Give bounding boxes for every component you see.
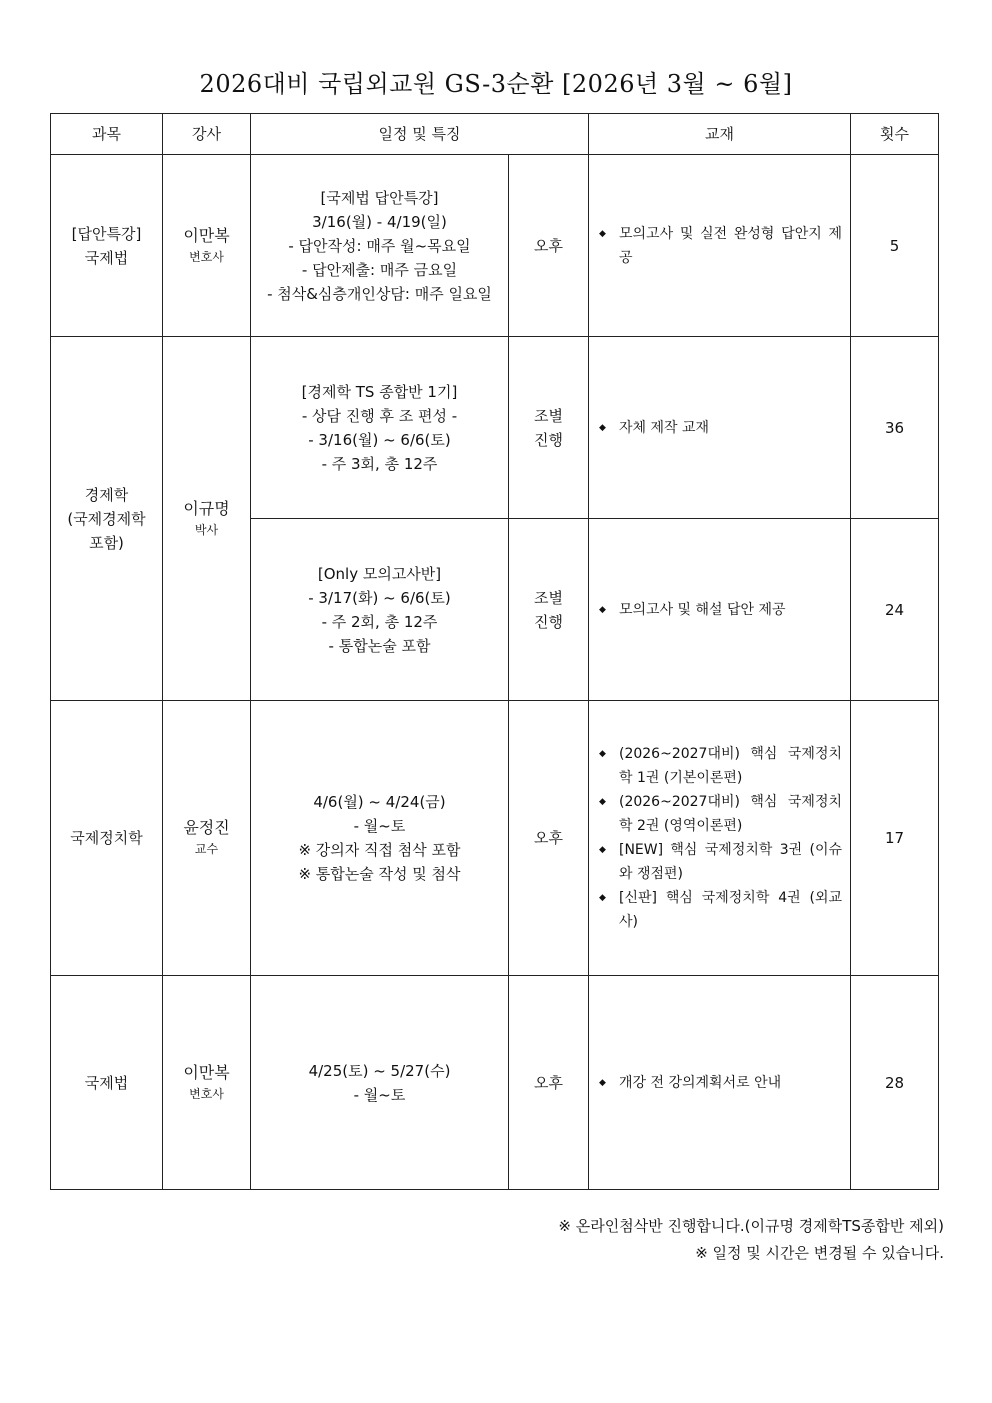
subject-cell	[51, 155, 163, 337]
schedule-cell	[251, 701, 509, 976]
subject-cell	[51, 337, 163, 701]
schedule-line: - 월~토	[353, 1085, 406, 1104]
footnotes	[558, 1213, 944, 1267]
time-line: 조별	[534, 406, 563, 425]
textbook-item: ◆ 모의고사 및 실전 완성형 답안지 제공	[599, 222, 842, 270]
schedule-cell	[251, 976, 509, 1190]
time-line: 진행	[534, 430, 563, 449]
teacher-title: 박사	[194, 522, 219, 537]
time-line: 조별	[534, 588, 563, 607]
subject-line: [답안특강]	[71, 224, 142, 243]
schedule-line: - 답안제출: 매주 금요일	[301, 260, 458, 279]
textbook-item: ◆ 모의고사 및 해설 답안 제공	[599, 598, 842, 622]
textbook-item: ◆ (2026~2027대비) 핵심 국제정치학 1권 (기본이론편)	[599, 742, 842, 790]
count-cell: 28	[851, 976, 939, 1190]
header-schedule: 일정 및 특징	[251, 114, 589, 155]
count-cell: 5	[851, 155, 939, 337]
subject-line: 국제정치학	[70, 829, 143, 847]
time-cell	[509, 155, 589, 337]
teacher-name: 이규명	[183, 498, 230, 518]
footnote: ※ 온라인첨삭반 진행합니다.(이규명 경제학TS종합반 제외)	[558, 1217, 944, 1235]
textbook-cell	[589, 155, 851, 337]
diamond-bullet-icon: ◆	[599, 749, 606, 759]
textbook-item: ◆ 자체 제작 교재	[599, 416, 842, 440]
subject-line: 경제학	[84, 485, 129, 504]
schedule-line: - 주 3회, 총 12주	[321, 454, 438, 473]
diamond-bullet-icon: ◆	[599, 893, 606, 903]
teacher-name: 윤정진	[183, 818, 230, 837]
header-teacher: 강사	[163, 114, 251, 155]
time-line: 진행	[534, 612, 563, 631]
diamond-bullet-icon: ◆	[599, 845, 606, 855]
schedule-line: ※ 통합논술 작성 및 첨삭	[298, 865, 461, 883]
diamond-bullet-icon: ◆	[599, 797, 606, 807]
time-cell	[509, 337, 589, 519]
schedule-line: - 통합논술 포함	[328, 636, 431, 655]
textbook-cell	[589, 976, 851, 1190]
textbook-item: ◆ [NEW] 핵심 국제정치학 3권 (이슈와 쟁점편)	[599, 838, 842, 886]
schedule-table	[50, 113, 939, 1190]
count-cell: 36	[851, 337, 939, 519]
textbook-item: ◆ [신판] 핵심 국제정치학 4권 (외교사)	[599, 886, 842, 934]
teacher-title: 변호사	[189, 249, 224, 264]
schedule-line: - 3/16(월) ~ 6/6(토)	[308, 430, 451, 449]
teacher-cell	[163, 976, 251, 1190]
teacher-name: 이만복	[183, 1062, 230, 1082]
table-row	[51, 701, 939, 976]
schedule-cell	[251, 337, 509, 519]
count-cell: 24	[851, 519, 939, 701]
textbook-cell	[589, 337, 851, 519]
subject-line: 국제법	[84, 1073, 129, 1092]
table-row	[51, 155, 939, 337]
schedule-line: - 첨삭&심층개인상담: 매주 일요일	[267, 284, 492, 303]
footnote: ※ 일정 및 시간은 변경될 수 있습니다.	[695, 1244, 944, 1262]
diamond-bullet-icon: ◆	[599, 228, 606, 239]
schedule-line: 4/6(월) ~ 4/24(금)	[313, 793, 446, 811]
schedule-line: ※ 강의자 직접 첨삭 포함	[298, 841, 461, 859]
time-cell	[509, 519, 589, 701]
teacher-title: 교수	[194, 842, 219, 856]
subject-cell	[51, 976, 163, 1190]
table-row	[51, 337, 939, 519]
schedule-line: 4/25(토) ~ 5/27(수)	[308, 1061, 451, 1080]
header-textbook: 교재	[589, 114, 851, 155]
diamond-bullet-icon: ◆	[599, 604, 606, 615]
header-count: 횟수	[851, 114, 939, 155]
textbook-item: ◆ 개강 전 강의계획서로 안내	[599, 1071, 842, 1095]
schedule-line: 3/16(월) - 4/19(일)	[312, 212, 447, 231]
teacher-cell	[163, 701, 251, 976]
teacher-name: 이만복	[183, 225, 230, 245]
teacher-title: 변호사	[189, 1086, 224, 1101]
subject-line: 포함)	[89, 533, 124, 552]
schedule-line: [국제법 답안특강]	[320, 188, 439, 207]
header-subject: 과목	[51, 114, 163, 155]
textbook-cell	[589, 701, 851, 976]
teacher-cell	[163, 337, 251, 701]
schedule-line: - 답안작성: 매주 월~목요일	[288, 236, 471, 255]
page-title: 2026대비 국립외교원 GS-3순환 [2026년 3월 ~ 6월]	[199, 70, 793, 98]
schedule-line: [경제학 TS 종합반 1기]	[301, 382, 458, 401]
schedule-line: - 주 2회, 총 12주	[321, 612, 438, 631]
table-row	[51, 976, 939, 1190]
time-line: 오후	[534, 829, 563, 847]
schedule-line: [Only 모의고사반]	[317, 564, 442, 583]
diamond-bullet-icon: ◆	[599, 422, 606, 433]
time-line: 오후	[534, 236, 563, 255]
diamond-bullet-icon: ◆	[599, 1077, 606, 1088]
textbook-cell	[589, 519, 851, 701]
schedule-line: - 월~토	[353, 817, 406, 835]
teacher-cell	[163, 155, 251, 337]
time-cell	[509, 701, 589, 976]
count-cell: 17	[851, 701, 939, 976]
time-line: 오후	[534, 1073, 563, 1092]
subject-cell	[51, 701, 163, 976]
time-cell	[509, 976, 589, 1190]
subject-line: 국제법	[84, 248, 129, 267]
schedule-cell	[251, 155, 509, 337]
table-header-row	[51, 114, 939, 155]
schedule-line: - 3/17(화) ~ 6/6(토)	[308, 588, 451, 607]
schedule-line: - 상담 진행 후 조 편성 -	[301, 406, 458, 425]
textbook-item: ◆ (2026~2027대비) 핵심 국제정치학 2권 (영역이론편)	[599, 790, 842, 838]
schedule-cell	[251, 519, 509, 701]
subject-line: (국제경제학	[67, 509, 146, 528]
